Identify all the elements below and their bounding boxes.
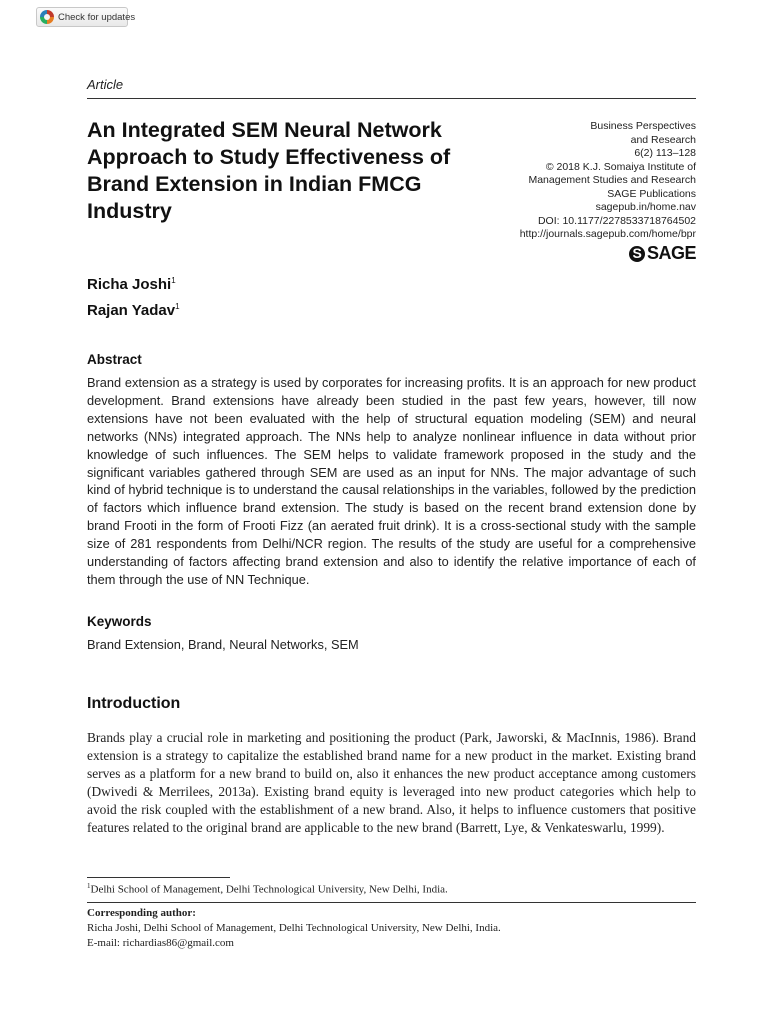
journal-line: Management Studies and Research	[528, 174, 696, 186]
corresponding-author-email[interactable]: E-mail: richardias86@gmail.com	[87, 937, 234, 949]
affiliation-marker: 1	[175, 302, 180, 311]
footnote-rule	[87, 902, 696, 903]
author-name: Richa Joshi$^1$	[87, 276, 176, 293]
check-for-updates-button[interactable]	[36, 7, 136, 27]
journal-line: Business Perspectives	[590, 120, 696, 132]
keywords-heading: Keywords	[87, 614, 152, 629]
journal-line: 6(2) 113–128	[634, 147, 696, 159]
crossmark-icon	[40, 10, 54, 24]
journal-link[interactable]: sagepub.in/home.nav	[595, 201, 696, 213]
sage-logo-text: SAGE	[646, 243, 696, 263]
footnote-marker: 1	[87, 882, 91, 890]
abstract-text: Brand extension as a strategy is used by corporates for increasing profits. It is an approach for new product development. Brand extensions have already been studied in the past few years, however, till now extensions have not been evaluated with the help of structural equation modeling (SEM) and neural networks (NNs) integrated approach. The NNs help to analyze nonlinear influence in data without prior knowledge of such influences. The SEM helps to validate framework proposed in the study and the significant variables gathered through SEM are used as an input for NNs. The major advantage of such kind of hybrid technique is to understand the causal relationships in the variables, followed by the prediction of factors which influence brand extension. The study is based on the recent brand extension done by brand Frooti in the form of Frooti Fizz (an aerated fruit drink). It is a cross-sectional study with the sample size of 281 respondents from Delhi/NCR region. The results of the study are useful for a comprehensive understanding of factors affecting brand extension and also to identify the relative importance of each of them through the use of NN Technique.	[87, 375, 696, 587]
doi-link[interactable]: DOI: 10.1177/2278533718764502	[537, 214, 696, 227]
affiliation-footnote: $^1$Delhi School of Management, Delhi Technological University, New Delhi, India.	[87, 882, 448, 896]
keywords-text: Brand Extension, Brand, Neural Networks, SEM	[87, 637, 359, 652]
journal-line: © 2018 K.J. Somaiya Institute of	[545, 160, 696, 173]
introduction-heading: Introduction	[87, 695, 181, 712]
journal-line: SAGE Publications	[607, 187, 696, 200]
journal-info	[520, 120, 696, 242]
corresponding-author-address: Richa Joshi, Delhi School of Management, Delhi Technological University, New Delhi, India.	[87, 922, 501, 934]
header-divider	[87, 98, 696, 99]
journal-url-link[interactable]: http://journals.sagepub.com/home/bpr	[519, 228, 696, 240]
sage-logo-icon	[629, 246, 645, 262]
corresponding-author	[87, 906, 501, 951]
sage-logo	[629, 243, 696, 264]
affiliation-marker: 1	[171, 276, 176, 285]
abstract-heading: Abstract	[87, 352, 142, 367]
paper-title: An Integrated SEM Neural Network Approach to Study Effectiveness of Brand Extension in Indian FMCG Industry	[87, 118, 451, 223]
journal-line: and Research	[630, 133, 696, 146]
corresponding-author-label: Corresponding author:	[87, 907, 196, 919]
article-type: Article	[87, 77, 124, 92]
footnote-divider	[87, 877, 230, 878]
check-for-updates-label: Check for updates	[58, 11, 136, 23]
author-name: Rajan Yadav$^1$	[87, 302, 180, 319]
introduction-text: Brands play a crucial role in marketing and positioning the product (Park, Jaworski, & MacInnis, 1986). Brand extension is a strategy to capitalize the established brand name for a new product in the market. Existing brand serves as a platform for a new brand to build on, also it enhances the new product acceptance among customers (Dwivedi & Merrilees, 2013a). Existing brand equity is leveraged into new product categories which help to avoid the risk coupled with the establishment of a new brand. Also, it helps to influence customers that positive features related to the original brand are applicable to the new brand (Barrett, Lye, & Venkateswarlu, 1999).	[87, 730, 696, 835]
